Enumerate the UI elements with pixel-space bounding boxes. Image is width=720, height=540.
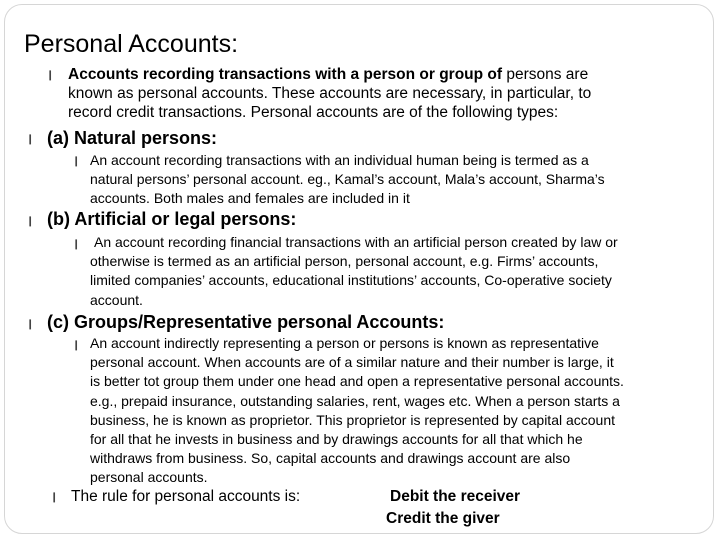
artificial-line: account. — [90, 291, 143, 308]
groups-line: for all that he invests in business and by drawings accounts for all that which he — [90, 431, 583, 448]
groups-line: personal account. When accounts are of a similar nature and their number is large, it — [90, 354, 614, 371]
page-title: Personal Accounts: — [24, 30, 239, 58]
section-heading-natural: (a) Natural persons: — [47, 128, 218, 148]
intro-paragraph — [68, 65, 591, 122]
groups-paragraph — [90, 334, 624, 488]
rule-debit: Debit the receiver — [390, 488, 521, 505]
intro-line: persons are — [502, 66, 589, 83]
artificial-line: limited companies’ accounts, educational institutions’ accounts, Co-operative society — [90, 272, 612, 289]
groups-line: is better tot group them under one head and open a representative personal accounts. — [90, 373, 624, 390]
bullet-icon: ❙ — [46, 70, 55, 81]
natural-line: An account recording transactions with an individual human being is termed as a — [90, 152, 589, 168]
bullet-icon: ❙ — [26, 134, 35, 145]
intro-line: record credit transactions. Personal accounts are of the following types: — [68, 104, 559, 121]
natural-line: accounts. Both males and females are included in it — [90, 190, 410, 207]
bullet-icon: ❙ — [26, 319, 35, 330]
natural-paragraph — [90, 151, 605, 209]
section-heading-groups: (c) Groups/Representative personal Accounts: — [47, 312, 445, 332]
groups-line: personal accounts. — [90, 469, 208, 486]
groups-line: An account indirectly representing a person or persons is known as representative — [90, 335, 599, 351]
artificial-line: An account recording financial transactions with an artificial person created by law or — [94, 234, 618, 250]
section-heading-artificial: (b) Artificial or legal persons: — [47, 209, 297, 229]
bullet-icon: ❙ — [72, 340, 81, 351]
groups-line: withdraws from business. So, capital accounts and drawings account are also — [90, 450, 571, 467]
intro-bold-text: Accounts recording transactions with a person or group of — [68, 66, 503, 83]
rule-label: The rule for personal accounts is: — [71, 488, 301, 505]
groups-line: e.g., prepaid insurance, outstanding salaries, rent, wages etc. When a person starts a — [90, 392, 620, 409]
intro-line: known as personal accounts. These accounts are necessary, in particular, to — [68, 85, 592, 102]
bullet-icon: ❙ — [26, 216, 35, 227]
bullet-icon: ❙ — [72, 239, 81, 250]
artificial-paragraph — [90, 233, 618, 310]
bullet-icon: ❙ — [72, 156, 81, 167]
natural-line: natural persons’ personal account. eg., Kamal’s account, Mala’s account, Sharma’s — [90, 171, 605, 188]
artificial-line: otherwise is termed as an artificial person, personal account, e.g. Firms’ accounts, — [90, 253, 599, 270]
rule-credit: Credit the giver — [386, 510, 500, 527]
groups-line: business, he is known as proprietor. This proprietor is represented by capital account — [90, 411, 616, 428]
bullet-icon: ❙ — [50, 492, 59, 503]
